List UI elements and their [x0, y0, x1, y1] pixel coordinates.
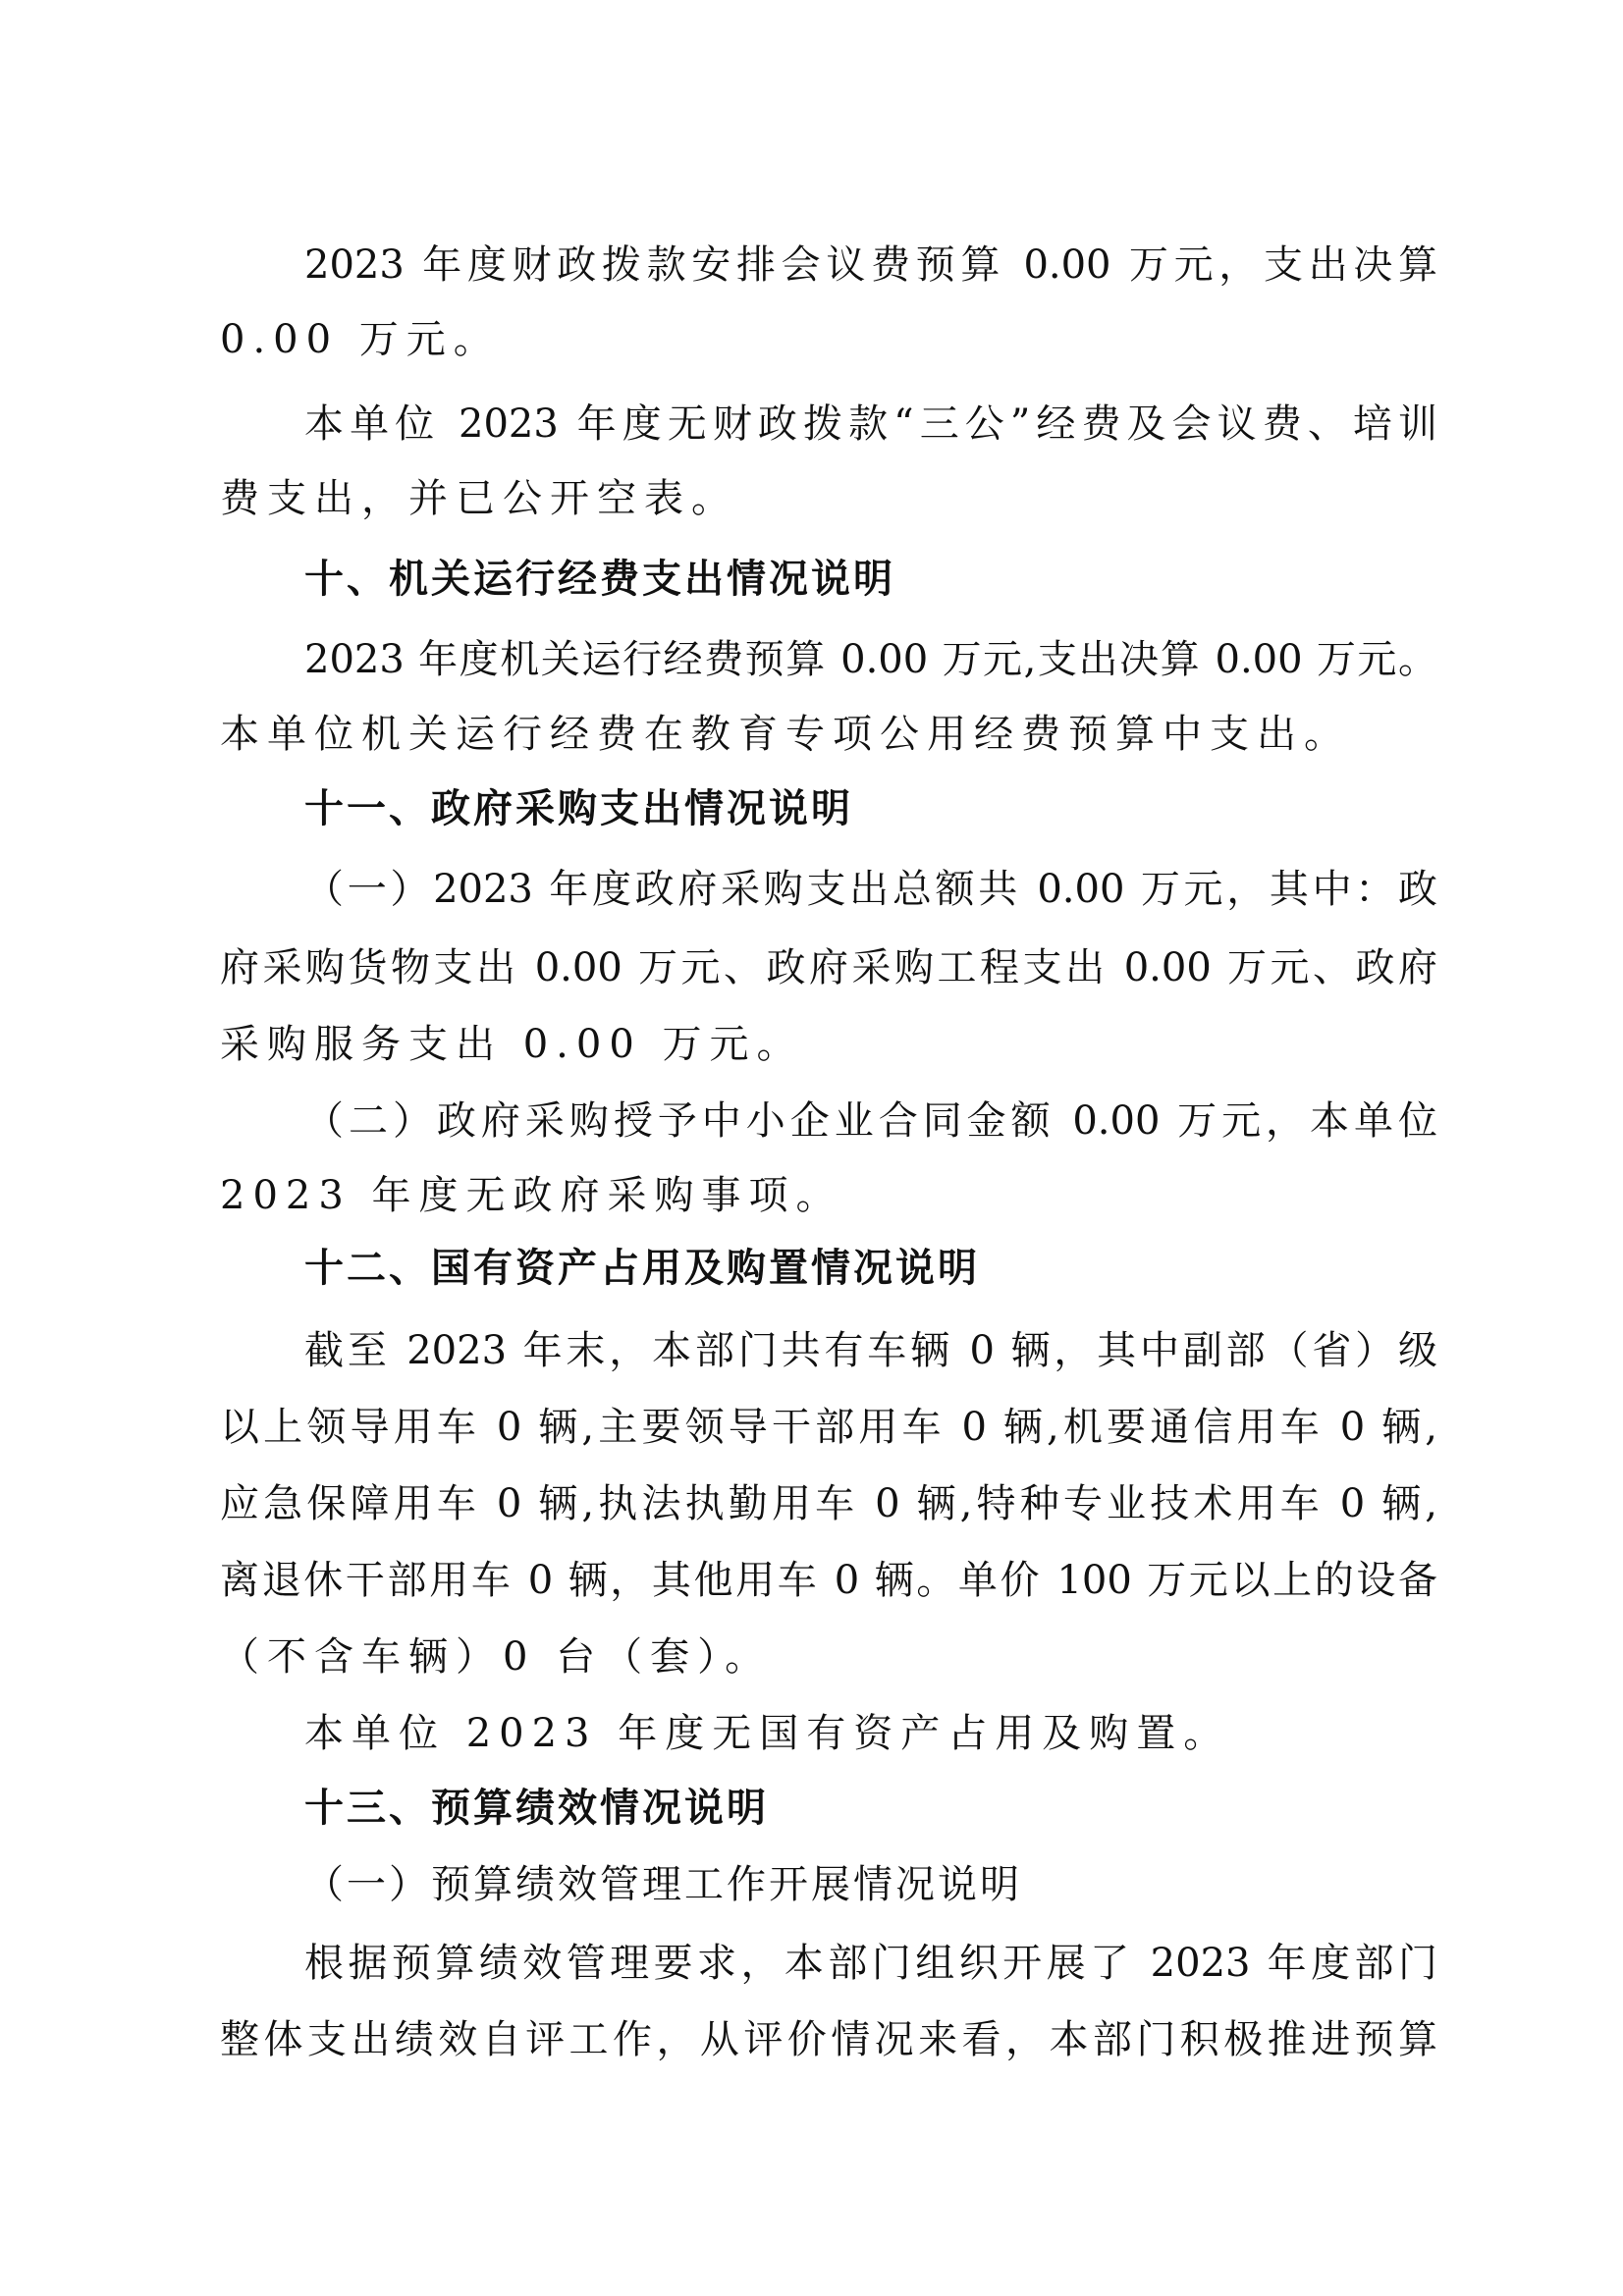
section-heading: 十二、国有资产占用及购置情况说明	[304, 1246, 980, 1291]
paragraph-line: （一）2023 年度政府采购支出总额共 0.00 万元，其中：政	[304, 867, 1437, 912]
paragraph-line: 0.00 万元。	[220, 317, 501, 362]
paragraph-line: （二）政府采购授予中小企业合同金额 0.00 万元，本单位	[304, 1098, 1437, 1144]
paragraph-line: 离退休干部用车 0 辆，其他用车 0 辆。单价 100 万元以上的设备	[220, 1558, 1437, 1603]
paragraph-line: 府采购货物支出 0.00 万元、政府采购工程支出 0.00 万元、政府	[220, 945, 1437, 990]
paragraph-line: 本单位 2023 年度无国有资产占用及购置。	[304, 1711, 1231, 1756]
paragraph-line: 应急保障用车 0 辆,执法执勤用车 0 辆,特种专业技术用车 0 辆,	[220, 1481, 1437, 1526]
paragraph-line: （不含车辆）0 台（套）。	[220, 1634, 773, 1680]
paragraph-line: 采购服务支出 0.00 万元。	[220, 1022, 804, 1067]
paragraph-line: 以上领导用车 0 辆,主要领导干部用车 0 辆,机要通信用车 0 辆,	[220, 1405, 1437, 1450]
paragraph-line: 2023 年度机关运行经费预算 0.00 万元,支出决算 0.00 万元。	[304, 637, 1437, 682]
paragraph-line: 本单位 2023 年度无财政拨款“三公”经费及会议费、培训	[304, 401, 1437, 447]
section-heading: 十一、政府采购支出情况说明	[304, 786, 853, 831]
paragraph-line: 整体支出绩效自评工作，从评价情况来看，本部门积极推进预算	[220, 2017, 1437, 2062]
paragraph-line: 2023 年度财政拨款安排会议费预算 0.00 万元，支出决算	[304, 242, 1437, 288]
paragraph-line: 根据预算绩效管理要求，本部门组织开展了 2023 年度部门	[304, 1941, 1437, 1986]
section-heading: 十、机关运行经费支出情况说明	[304, 557, 895, 602]
subsection-heading: （一）预算绩效管理工作开展情况说明	[304, 1862, 1022, 1907]
paragraph-line: 截至 2023 年末，本部门共有车辆 0 辆，其中副部（省）级	[304, 1328, 1437, 1373]
paragraph-line: 费支出，并已公开空表。	[220, 476, 738, 521]
section-heading: 十三、预算绩效情况说明	[304, 1786, 769, 1831]
paragraph-line: 2023 年度无政府采购事项。	[220, 1173, 843, 1218]
paragraph-line: 本单位机关运行经费在教育专项公用经费预算中支出。	[220, 712, 1351, 757]
